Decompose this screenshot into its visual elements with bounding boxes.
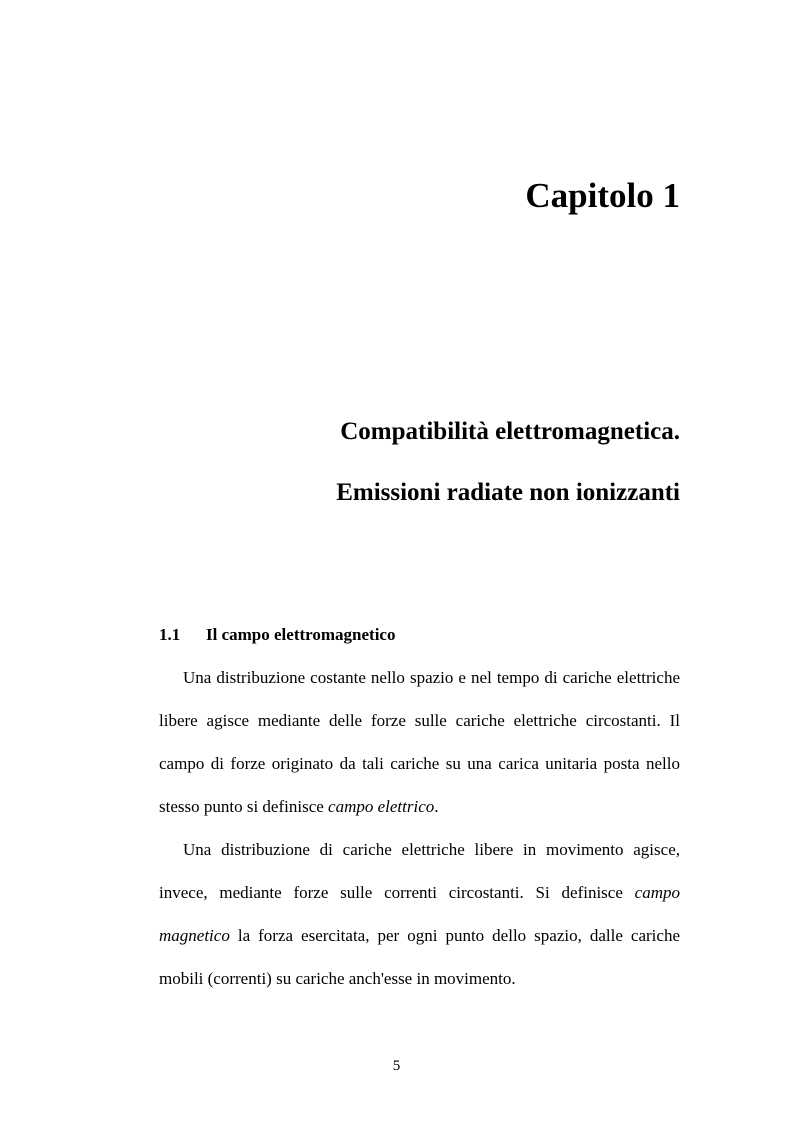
paragraph-1 — [159, 656, 680, 828]
chapter-subtitle-line-2: Emissioni radiate non ionizzanti — [336, 479, 680, 506]
chapter-title: Capitolo 1 — [525, 176, 680, 215]
section-title: Il campo elettromagnetico — [206, 625, 396, 644]
paragraph-1-text-after: . — [434, 797, 439, 816]
body-text — [159, 656, 680, 1000]
paragraph-2-text-after: la forza esercitata, per ogni punto dello spazio, dalle cariche mobili (correnti) su cariche anch'esse in movimento. — [159, 926, 680, 988]
section-heading — [159, 624, 395, 646]
page-number: 5 — [392, 1058, 401, 1074]
paragraph-1-emphasis: campo elettrico — [328, 797, 435, 816]
section-number: 1.1 — [159, 625, 181, 644]
paragraph-2-text-before: Una distribuzione di cariche elettriche libere in movimento agisce, invece, mediante forze sulle correnti circostanti. Si definisce — [159, 840, 680, 902]
paragraph-2-emphasis: campo magnetico — [159, 883, 680, 945]
paragraph-1-text-before: Una distribuzione costante nello spazio e nel tempo di cariche elettriche libere agisce mediante delle forze sulle cariche elettriche circostanti. Il campo di forze originato da tali cariche su una carica unitaria posta nello stesso punto si definisce — [159, 668, 680, 816]
chapter-subtitle-line-1: Compatibilità elettromagnetica. — [340, 418, 680, 445]
paragraph-2 — [159, 828, 680, 1000]
